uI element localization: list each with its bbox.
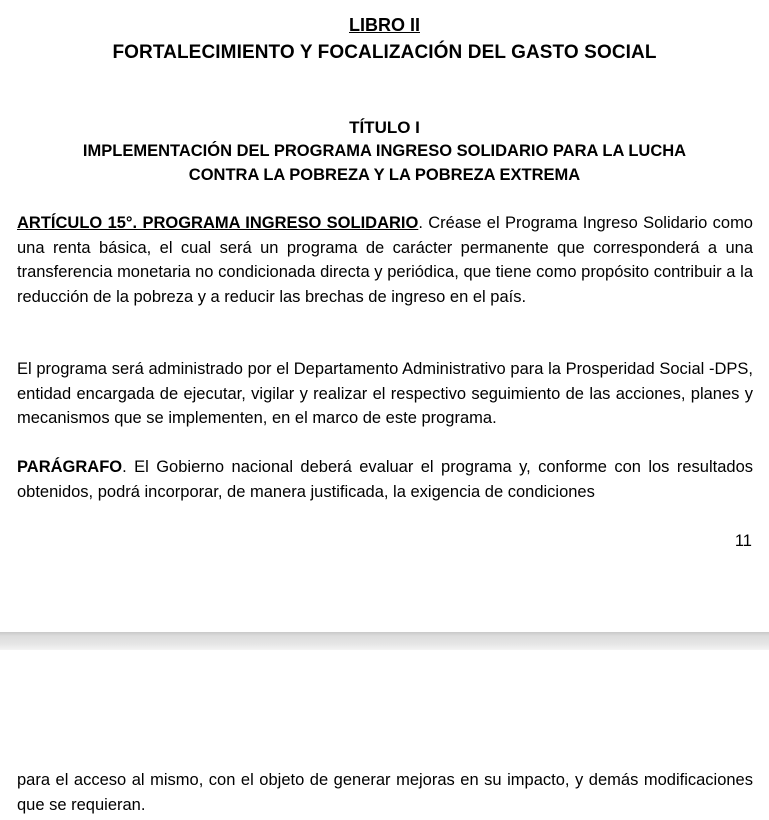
paragrafo-heading: PARÁGRAFO — [17, 458, 123, 476]
paragrafo-continuation: para el acceso al mismo, con el objeto de generar mejoras en su impacto, y demás modificaciones que se requieran. — [17, 771, 753, 814]
titulo-title-line-2: CONTRA LA POBREZA Y LA POBREZA EXTREMA — [188, 166, 581, 184]
libro-title: FORTALECIMIENTO Y FOCALIZACIÓN DEL GASTO SOCIAL — [112, 42, 657, 63]
libro-label: LIBRO II — [349, 15, 420, 35]
article-15-paragraph — [17, 211, 753, 309]
paragrafo-body: . El Gobierno nacional deberá evaluar el programa y, conforme con los resultados obtenidos, podrá incorporar, de manera justificada, la exigencia de condiciones — [17, 458, 753, 501]
page-number: 11 — [734, 532, 752, 550]
dps-administration-paragraph: El programa será administrado por el Departamento Administrativo para la Prosperidad Social -DPS, entidad encargada de ejecutar, vigilar y realizar el respectivo seguimiento de las acciones, planes y mecanismos que se implementen, en el marco de este programa. — [17, 360, 753, 427]
paragrafo-paragraph — [17, 455, 753, 504]
page-separator — [0, 632, 769, 650]
titulo-title-line-1: IMPLEMENTACIÓN DEL PROGRAMA INGRESO SOLIDARIO PARA LA LUCHA — [82, 142, 687, 160]
article-15-heading: ARTÍCULO 15°. PROGRAMA INGRESO SOLIDARIO — [17, 214, 419, 232]
article-15-body: . Créase el Programa Ingreso Solidario como una renta básica, el cual será un programa de carácter permanente que corresponderá a una transferencia monetaria no condicionada directa y periódica, que tiene como propósito contribuir a la reducción de la pobreza y a reducir las brechas de ingreso en el país. — [17, 214, 753, 306]
titulo-label: TÍTULO I — [349, 118, 420, 137]
document-page-12 — [0, 650, 769, 820]
